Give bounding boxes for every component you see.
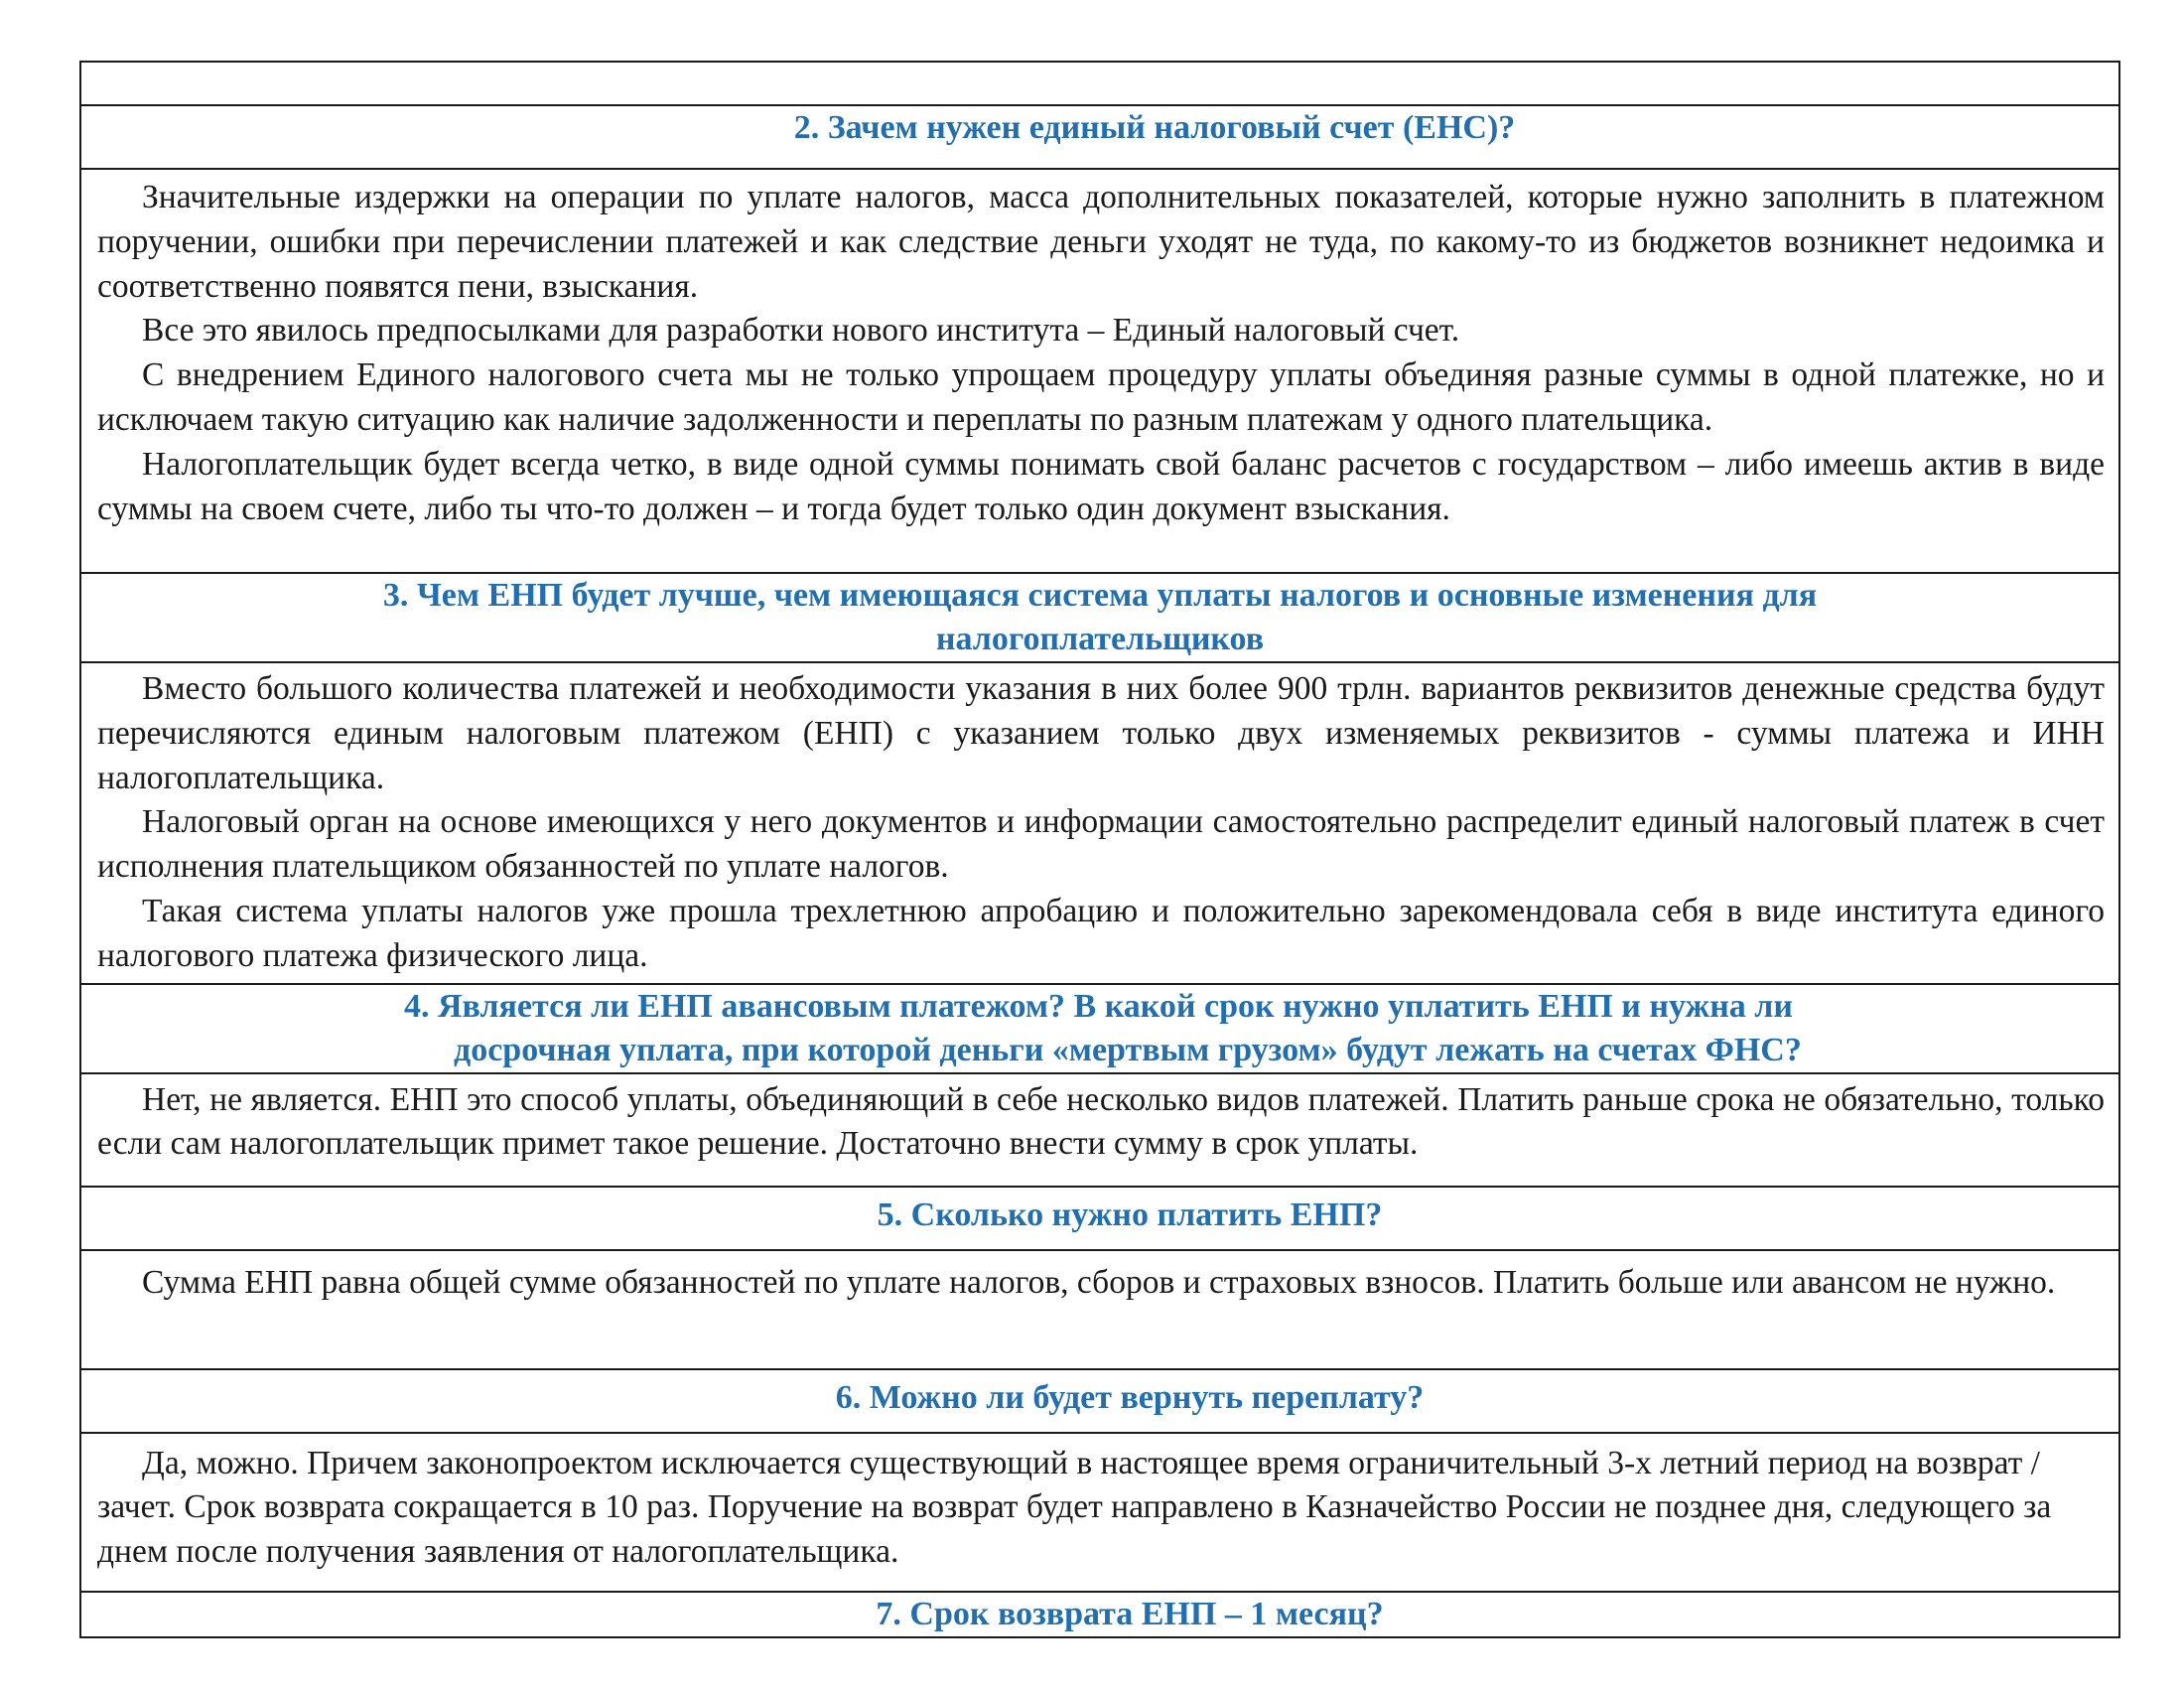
question-row <box>80 105 2119 169</box>
question-cell <box>80 1187 2119 1250</box>
question-line: 3. Чем ЕНП будет лучше, чем имеющаяся система уплаты налогов и основные изменения для <box>382 577 1818 614</box>
answer-paragraph: С внедрением Единого налогового счета мы не только упрощаем процедуру уплаты объединяя разные суммы в одной платежке, но и исключаем такую ситуацию как наличие задолженности и переплаты по разным платежам у одного плательщика. <box>97 356 2105 438</box>
answer-paragraph: Такая система уплаты налогов уже прошла трехлетнюю апробацию и положительно зарекомендовала себя в виде института единого налогового платежа физического лица. <box>97 892 2105 974</box>
answer-cell <box>80 662 2119 984</box>
answer-row <box>80 662 2119 984</box>
question-cell <box>80 984 2119 1073</box>
question-row <box>80 573 2119 662</box>
answer-paragraph: Налогоплательщик будет всегда четко, в виде одной суммы понимать свой баланс расчетов с государством – либо имеешь актив в виде суммы на своем счете, либо ты что-то должен – и тогда будет только один документ взыскания. <box>97 445 2105 527</box>
question-row <box>80 984 2119 1073</box>
question-line: 4. Является ли ЕНП авансовым платежом? В какой срок нужно уплатить ЕНП и нужна ли <box>404 987 1793 1025</box>
question-line: 7. Срок возврата ЕНП – 1 месяц? <box>876 1595 1384 1632</box>
answer-row <box>80 1073 2119 1187</box>
answer-cell <box>80 1073 2119 1187</box>
answer-paragraph: Значительные издержки на операции по уплате налогов, масса дополнительных показателей, которые нужно заполнить в платежном поручении, ошибки при перечислении платежей и как следствие деньги уходят не туда, по какому-то из бюджетов возникнет недоимка и соответственно появятся пени, взыскания. <box>97 179 2105 305</box>
answer-row <box>80 1433 2119 1592</box>
question-line: 5. Сколько нужно платить ЕНП? <box>877 1196 1383 1233</box>
question-cell <box>80 1369 2119 1433</box>
empty-header-cell <box>80 62 2119 105</box>
question-cell <box>80 1592 2119 1637</box>
question-row <box>80 1187 2119 1250</box>
answer-paragraph: Все это явилось предпосылками для разработки нового института – Единый налоговый счет. <box>142 312 1460 350</box>
answer-cell <box>80 169 2119 573</box>
question-line: 6. Можно ли будет вернуть переплату? <box>835 1378 1425 1416</box>
answer-paragraph: Да, можно. Причем законопроектом исключается существующий в настоящее время ограничительный 3-х летний период на возврат / зачет. Срок возврата сокращается в 10 раз. Поручение на возврат будет направлено в Казначейство России не позднее дня, следующего за днем после получения заявления от налогоплательщика. <box>97 1444 2052 1571</box>
answer-cell <box>80 1433 2119 1592</box>
answer-paragraph: Сумма ЕНП равна общей сумме обязанностей по уплате налогов, сборов и страховых взносов. Платить больше или авансом не нужно. <box>142 1263 2056 1301</box>
question-line: налогоплательщиков <box>935 621 1265 657</box>
question-cell <box>80 573 2119 662</box>
question-row <box>80 1369 2119 1433</box>
answer-paragraph: Нет, не является. ЕНП это способ уплаты, объединяющий в себе несколько видов платежей. Платить раньше срока не обязательно, только если сам налогоплательщик примет такое решение. Достаточно внести сумму в срок уплаты. <box>97 1080 2105 1163</box>
faq-table-body <box>80 62 2119 1637</box>
empty-header-row <box>80 62 2119 105</box>
faq-table <box>79 61 2120 1638</box>
question-line: досрочная уплата, при которой деньги «мертвым грузом» будут лежать на счетах ФНС? <box>454 1031 1802 1068</box>
answer-row <box>80 1250 2119 1369</box>
question-cell <box>80 105 2119 169</box>
question-row <box>80 1592 2119 1637</box>
answer-paragraph: Вместо большого количества платежей и необходимости указания в них более 900 трлн. вариантов реквизитов денежные средства будут перечисляются единым налоговым платежом (ЕНП) с указанием только двух изменяемых реквизитов - суммы платежа и ИНН налогоплательщика. <box>97 670 2105 796</box>
answer-row <box>80 169 2119 573</box>
question-line: 2. Зачем нужен единый налоговый счет (ЕНС)? <box>793 109 1516 146</box>
answer-paragraph: Налоговый орган на основе имеющихся у него документов и информации самостоятельно распределит единый налоговый платеж в счет исполнения плательщиком обязанностей по уплате налогов. <box>97 803 2105 886</box>
answer-cell <box>80 1250 2119 1369</box>
